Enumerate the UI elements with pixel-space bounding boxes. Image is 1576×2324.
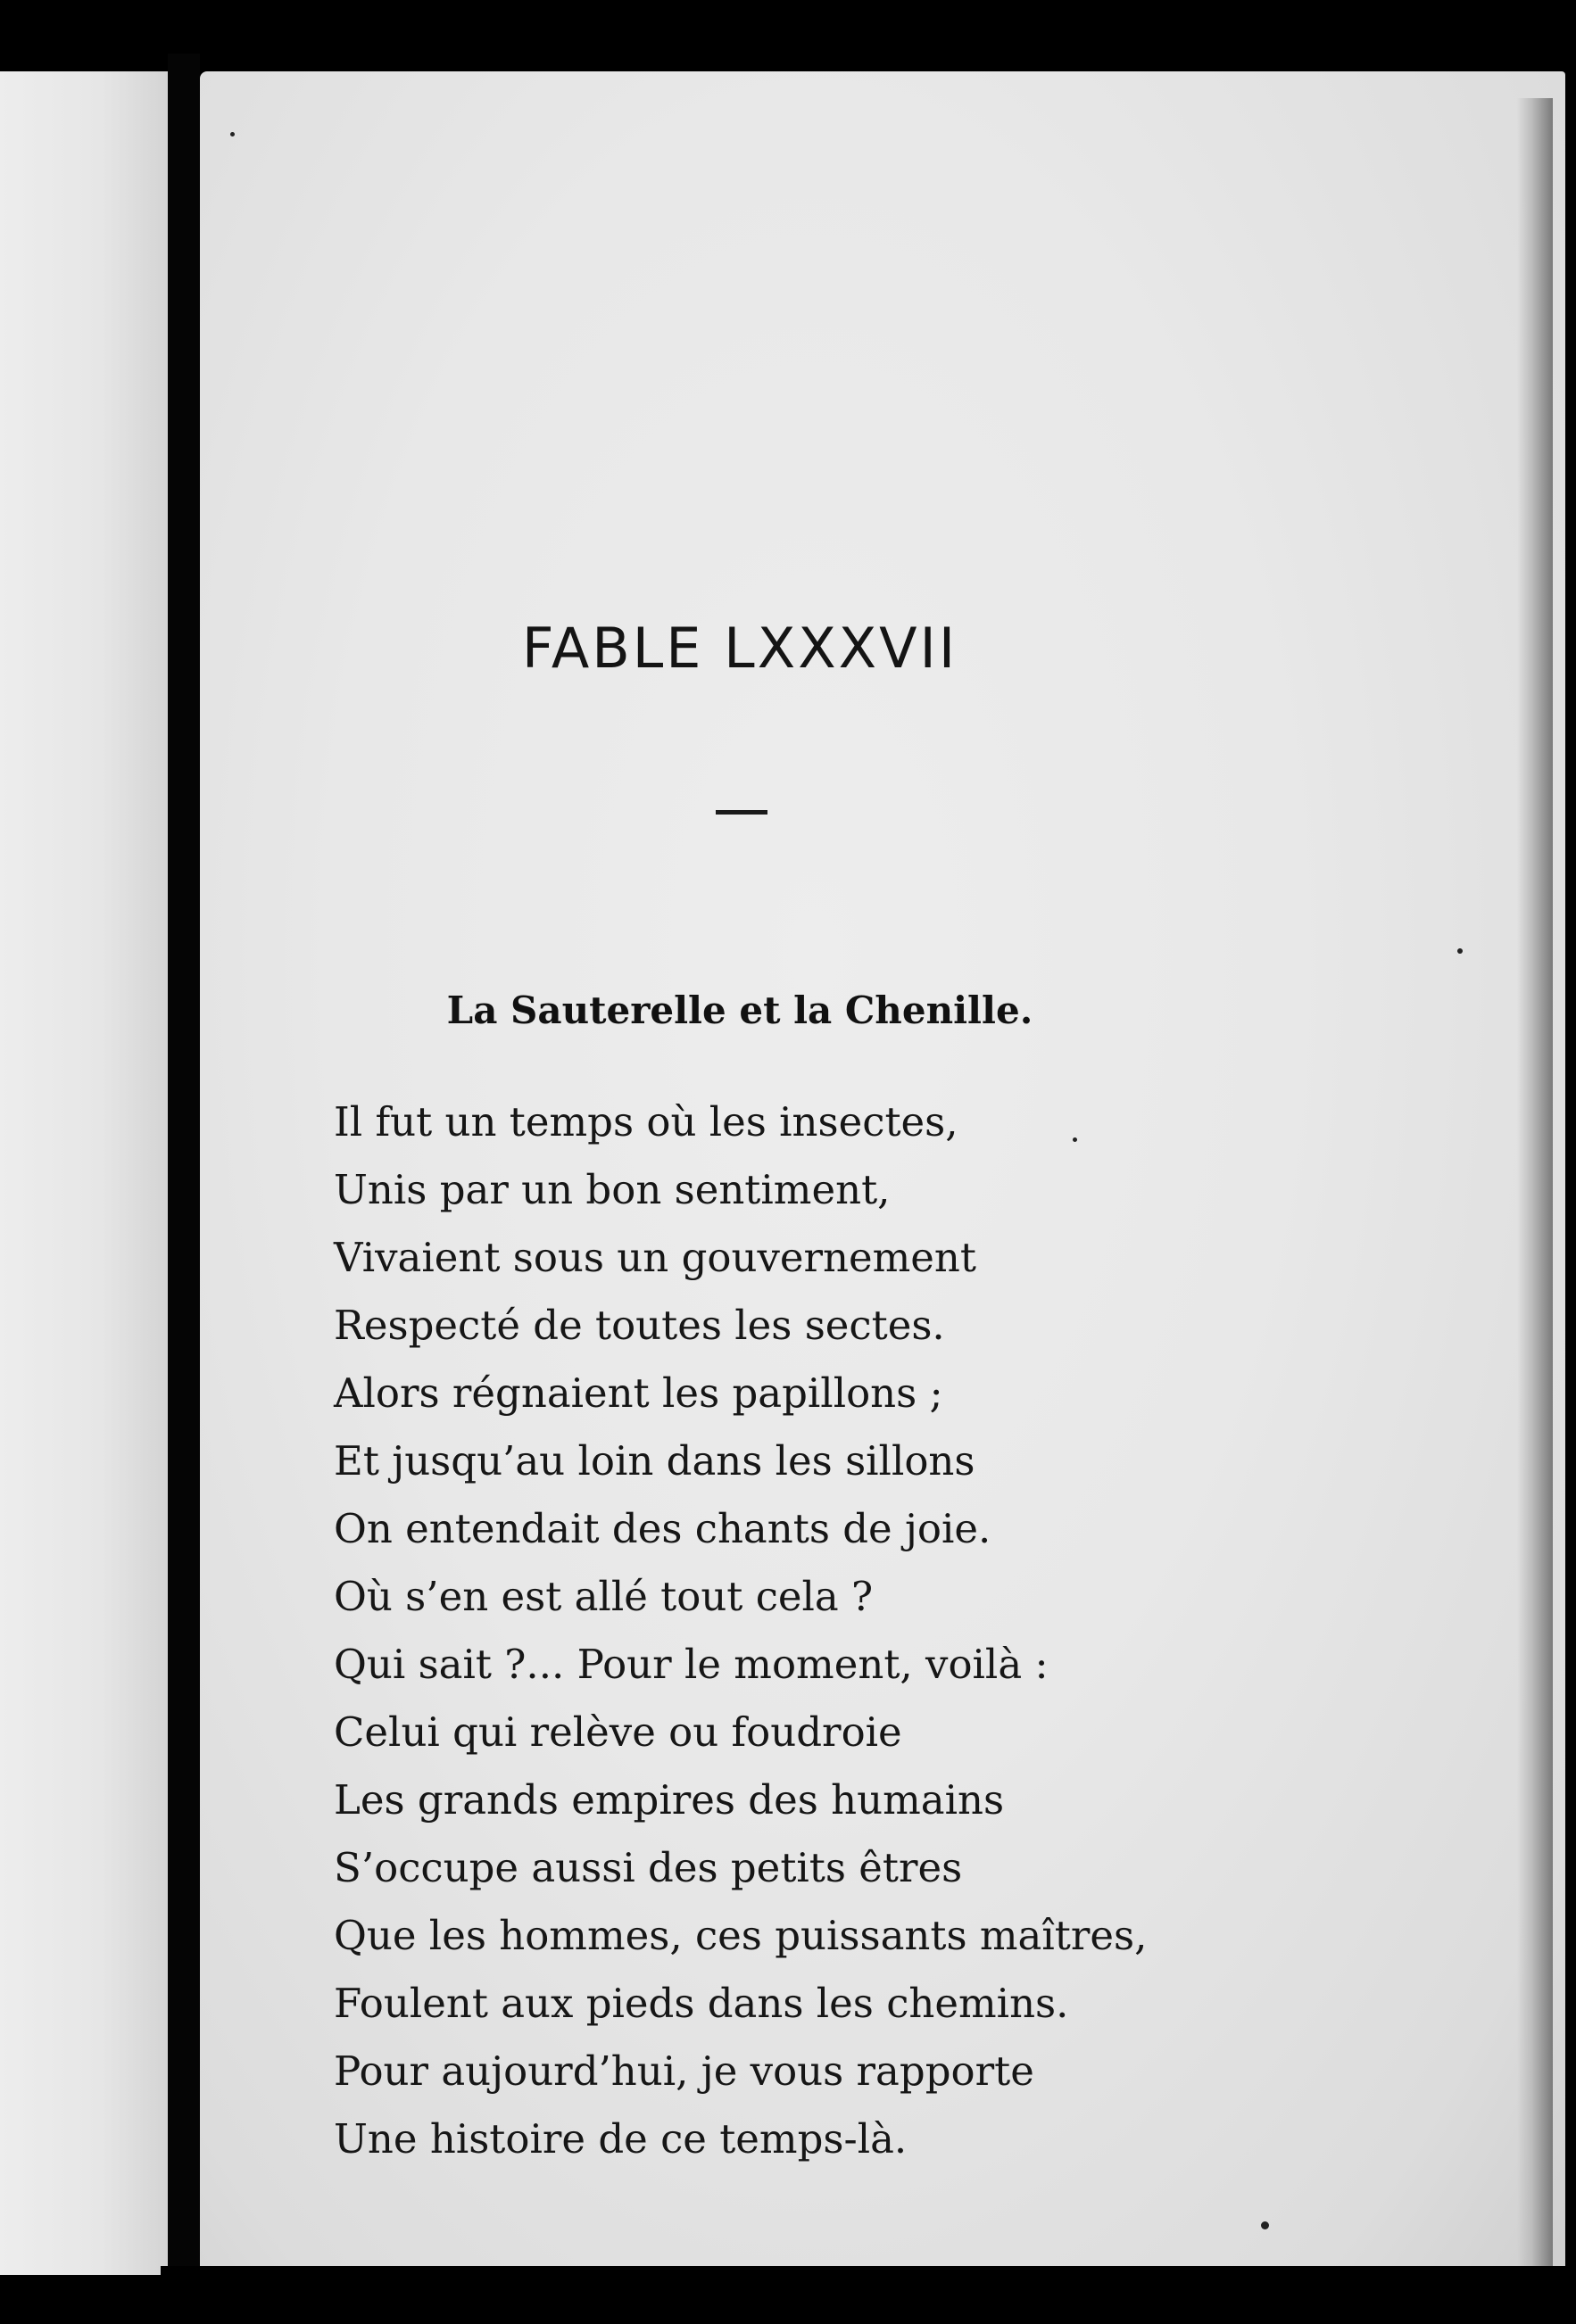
poem-line: Et jusqu’au loin dans les sillons (334, 1437, 975, 1485)
poem-line: Vivaient sous un gouvernement (334, 1234, 976, 1281)
poem-line: Qui sait ?... Pour le moment, voilà : (334, 1641, 1049, 1688)
page-content (200, 71, 1517, 2266)
poem-text (334, 1088, 1315, 2173)
poem-line: Les grands empires des humains (334, 1776, 1005, 1824)
poem-line: Celui qui relève ou foudroie (334, 1708, 902, 1756)
poem-line: Que les hommes, ces puissants maîtres, (334, 1912, 1148, 1959)
left-page-edge (0, 71, 168, 2275)
scan-speck (230, 132, 235, 136)
poem-line: Il fut un temps où les insectes, (334, 1098, 958, 1145)
fable-heading: FABLE LXXXVII (521, 616, 958, 681)
poem-line: Unis par un bon sentiment, (334, 1166, 891, 1213)
fable-subtitle: La Sauterelle et la Chenille. (446, 988, 1033, 1032)
poem-line: Foulent aux pieds dans les chemins. (334, 1980, 1069, 2027)
scan-speck (1457, 948, 1463, 954)
bottom-shadow (161, 2266, 1576, 2324)
poem-line: Pour aujourd’hui, je vous rapporte (334, 2047, 1034, 2095)
scan-speck (1073, 1137, 1077, 1142)
book-gutter (168, 54, 200, 2324)
heading-rule (716, 810, 767, 815)
poem-line: Alors régnaient les papillons ; (334, 1369, 943, 1417)
poem-line: Une histoire de ce temps-là. (334, 2115, 908, 2163)
page-edge-shadow (1517, 98, 1553, 2275)
poem-line: Où s’en est allé tout cela ? (334, 1573, 874, 1620)
scan-speck (1261, 2221, 1269, 2229)
poem-line: S’occupe aussi des petits êtres (334, 1844, 963, 1891)
poem-line: On entendait des chants de joie. (334, 1505, 991, 1552)
poem-line: Respecté de toutes les sectes. (334, 1302, 945, 1349)
